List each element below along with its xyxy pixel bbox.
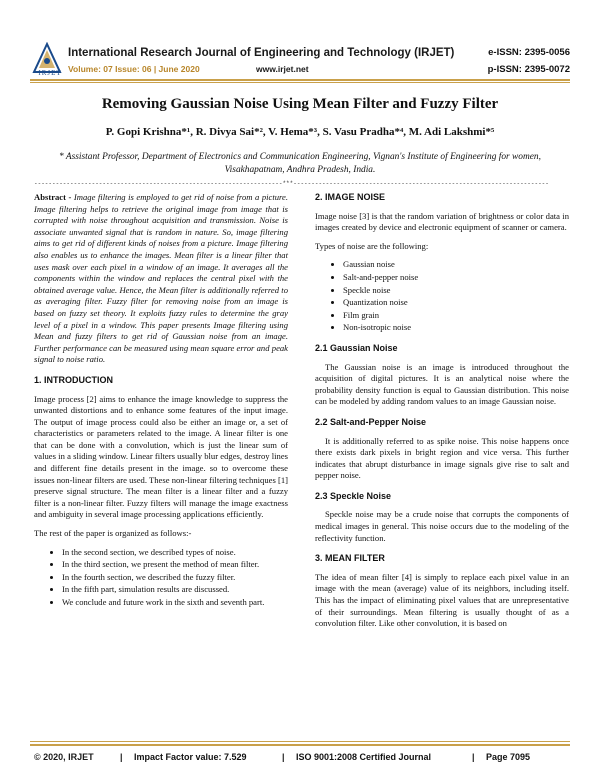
paper-affiliation: * Assistant Professor, Department of Electronics and Communication Engineering, Vignan's Institute of Engineering for women, Visakhapatnam, Andhra Pradesh, India. <box>59 152 541 175</box>
eissn: e-ISSN: 2395-0056 <box>488 47 570 58</box>
list-item: • In the fourth section, we described the fuzzy filter. <box>62 572 288 584</box>
intro-heading: 1. INTRODUCTION <box>34 374 114 385</box>
footer-rule <box>30 744 570 746</box>
types-intro: Types of noise are the following: <box>315 240 429 251</box>
gaussian-heading: 2.1 Gaussian Noise <box>315 342 398 353</box>
gaussian-text: The Gaussian noise is an image is introduced throughout the acquisition of digital pictures. It is an analytical noise where the probability density function is equal to Gaussian distribution. This noise can be modeled by adding random values to an image Gaussian noise. <box>315 361 569 407</box>
footer-impact-factor: Impact Factor value: 7.529 <box>134 752 247 762</box>
intro-text: Image process [2] aims to enhance the image knowledge to suppress the unwanted distortions and to enhance some features of the input image. The output of image process could also be either an image or, a set of characteristics or parameters related to the image. A linear filter is one that can be done with a convolution, which is just the linear sum of values in a sliding window. Linear filters usually blur edges, destroy lines and different fine details present in the image. so to overcome these issues non-linear filters are used. These non-linear filtering techniques [1] preserve signal structure. The mean filter is a linear filter and a fuzzy filter is a non-linear filter. Fuzzy filters will manage the image exactness and ambiguity in several image processing applications efficiently. <box>34 393 288 520</box>
abstract <box>34 192 288 366</box>
paper-authors: P. Gopi Krishna*¹, R. Divya Sai*², V. Hema*³, S. Vasu Pradha*⁴, M. Adi Lakshmi*⁵ <box>105 126 495 138</box>
logo-text: IRJET <box>38 69 62 77</box>
salt-pepper-heading: 2.2 Salt-and-Pepper Noise <box>315 416 427 427</box>
list-item: • In the fifth part, simulation results are discussed. <box>62 584 288 596</box>
abstract-label: Abstract - <box>34 192 72 202</box>
list-item: • In the third section, we present the method of mean filter. <box>62 559 288 571</box>
footer-page-number: Page 7095 <box>486 752 531 762</box>
header-rule-thin <box>30 82 570 83</box>
list-item: • Speckle noise <box>343 285 569 297</box>
salt-pepper-text: It is additionally referred to as spike noise. This noise happens once there exists dark pixels in bright region and vice versa. This further indicates that abrupt disturbance in image signals give rise to salt and pepper noise. <box>315 435 569 481</box>
paper-title: Removing Gaussian Noise Using Mean Filter and Fuzzy Filter <box>101 96 499 112</box>
pissn: p-ISSN: 2395-0072 <box>487 64 570 75</box>
footer-iso: ISO 9001:2008 Certified Journal <box>296 752 432 762</box>
header-rule <box>30 79 570 81</box>
footer-separator: | <box>472 752 475 762</box>
abstract-text: Image filtering is employed to get rid of noise from a picture. Image filtering helps to retrieve the original image from image that is corrupted with noise throughout acquisition and transmission. Noise is associate unwanted signal that is random in nature. So, image filtering aims to get rid of different kinds of noises from a picture. Image filtering also enables us to enhance the images. Mean filter is a linear filter that uses mask over each pixel in a window of an image. It averages all the components within the window and replaces the central pixel with the obtained average value. Hence, the Mean filter is additionally referred to as averaging filter. Fuzzy filter for removing noise from an image is based on fuzzy set theory. It exploits fuzzy rules to determine the gray level of a pixel in a window. This paper presents Image filtering using Mean and fuzzy filters to get rid of Gaussian noise from an image. Further performance can be measured using mean square error and peak signal to noise ratio. <box>34 192 288 365</box>
journal-name: International Research Journal of Engineering and Technology (IRJET) <box>68 47 455 59</box>
footer-separator: | <box>282 752 285 762</box>
noise-types-list <box>315 259 569 334</box>
organized-text: The rest of the paper is organized as follows:- <box>34 528 192 539</box>
journal-website-link[interactable]: www.irjet.net <box>256 64 309 74</box>
footer-copyright: © 2020, IRJET <box>34 752 94 762</box>
organized-list <box>34 547 288 609</box>
list-item: • We conclude and future work in the sixth and seventh part. <box>62 597 288 609</box>
speckle-heading: 2.3 Speckle Noise <box>315 490 392 501</box>
footer-rule-thin <box>30 741 570 742</box>
list-item: • Quantization noise <box>343 297 569 309</box>
noise-heading: 2. IMAGE NOISE <box>315 192 386 202</box>
volume-line: Volume: 07 Issue: 06 | June 2020 <box>68 64 200 74</box>
noise-text: Image noise [3] is that the random variation of brightness or color data in images created by device and electronic equipment of scanner or camera. <box>315 210 569 233</box>
list-item: • Salt-and-pepper noise <box>343 272 569 284</box>
list-item: • Gaussian noise <box>343 259 569 271</box>
page-header <box>0 0 600 82</box>
list-item: • In the second section, we described types of noise. <box>62 547 288 559</box>
speckle-text: Speckle noise may be a crude noise that corrupts the components of medical images in general. This noise occurs due to the modeling of the reflectivity function. <box>315 509 569 543</box>
right-column <box>315 192 569 637</box>
left-column <box>34 192 288 616</box>
footer-separator: | <box>120 752 123 762</box>
mean-filter-heading: 3. MEAN FILTER <box>315 553 385 564</box>
separator-line: ---------------------------------------------------------------------***----------------------------------------------------------------------- <box>34 180 549 187</box>
mean-filter-text: The idea of mean filter [4] is simply to replace each pixel value in an image with the mean (average) value of its neighbors, including itself. This has the impact of eliminating pixel values that are unrepresentative of their surroundings. Mean filtering is usually thought of as a convolution filter. Like other convolution, it is based on <box>315 571 569 629</box>
list-item: • Film grain <box>343 310 569 322</box>
list-item: • Non-isotropic noise <box>343 322 569 334</box>
